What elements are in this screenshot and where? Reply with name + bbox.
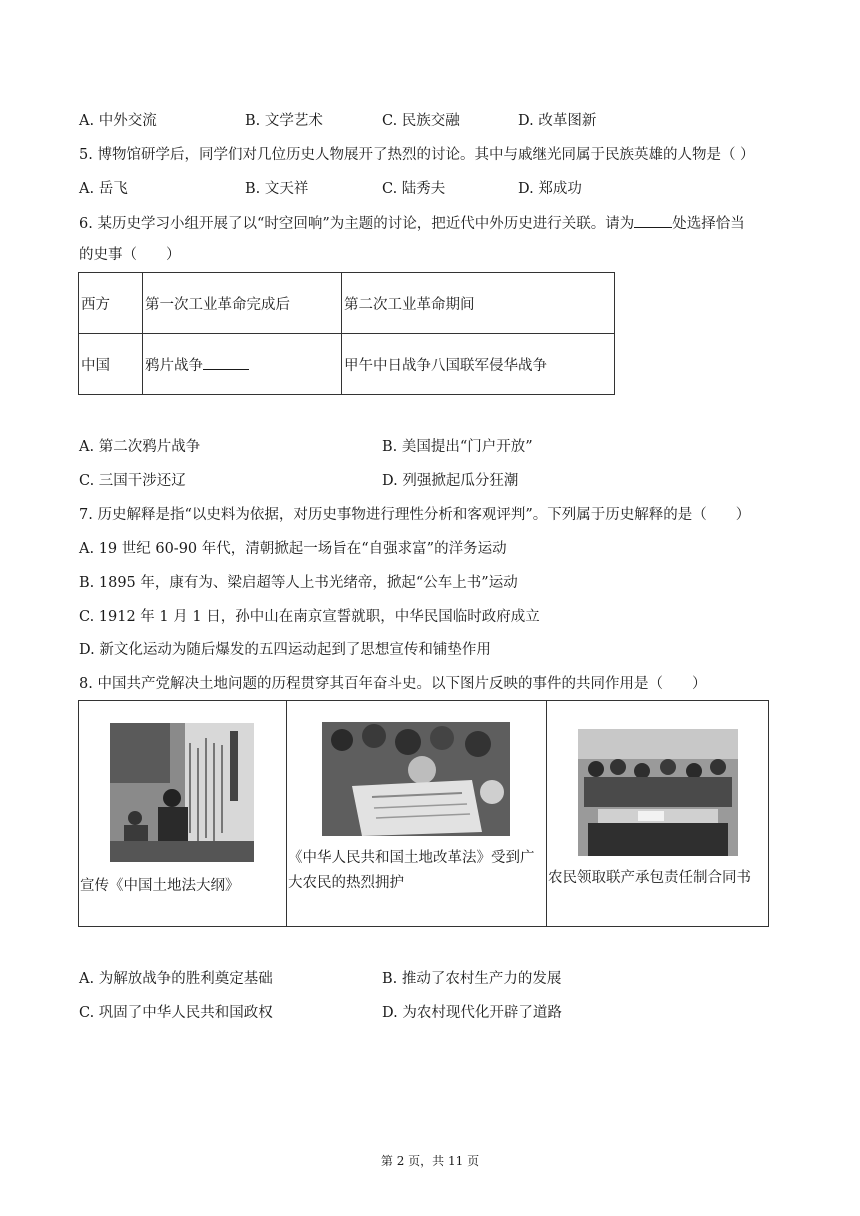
caption-land-outline: 宣传《中国土地法大纲》 — [80, 878, 240, 894]
table-cell: 第一次工业革命完成后 — [143, 273, 342, 334]
q7-option-b: B. 1895 年，康有为、梁启超等人上书光绪帝，掀起“公车上书”运动 — [79, 575, 518, 591]
q6-history-table — [78, 272, 615, 395]
table-cell: 第二次工业革命期间 — [342, 273, 615, 334]
q5-option-c: C. 陆秀夫 — [382, 181, 446, 197]
caption-contract: 农民领取联产承包责任制合同书 — [548, 870, 751, 886]
q6-fill-blank — [634, 213, 672, 228]
q6-option-b: B. 美国提出“门户开放” — [382, 439, 533, 455]
q6-table-blank — [203, 355, 249, 370]
q6-stem-part1: 6. 某历史学习小组开展了以“时空回响”为主题的讨论，把近代中外历史进行关联。请为 — [79, 216, 635, 232]
q8-option-c: C. 巩固了中华人民共和国政权 — [79, 1005, 273, 1021]
q7-option-c: C. 1912 年 1 月 1 日，孙中山在南京宣誓就职，中华民国临时政府成立 — [79, 609, 540, 625]
q8-option-d: D. 为农村现代化开辟了道路 — [382, 1005, 562, 1021]
table-cell-text: 鸦片战争 — [145, 357, 203, 374]
contract-photo — [578, 729, 738, 856]
caption-land-reform-law: 《中华人民共和国土地改革法》受到广大农民的热烈拥护 — [288, 850, 535, 891]
table-row — [79, 701, 769, 927]
land-reform-photo — [322, 722, 510, 836]
q6-stem-line1 — [79, 213, 745, 234]
q4-option-b: B. 文学艺术 — [245, 113, 323, 129]
image-cell-land-reform-law — [287, 701, 547, 927]
table-cell: 西方 — [79, 273, 143, 334]
table-cell: 甲午中日战争八国联军侵华战争 — [342, 334, 615, 395]
q5-option-d: D. 郑成功 — [518, 181, 582, 197]
q6-stem-part2: 处选择恰当 — [672, 216, 745, 232]
table-row — [79, 273, 615, 334]
q8-stem: 8. 中国共产党解决土地问题的历程贯穿其百年奋斗史。以下图片反映的事件的共同作用是（ ） — [79, 676, 707, 692]
table-cell: 中国 — [79, 334, 143, 395]
q7-option-d: D. 新文化运动为随后爆发的五四运动起到了思想宣传和铺垫作用 — [79, 642, 491, 658]
q5-stem: 5. 博物馆研学后，同学们对几位历史人物展开了热烈的讨论。其中与戚继光同属于民族英雄的人物是（ ） — [79, 147, 755, 163]
q6-option-a: A. 第二次鸦片战争 — [79, 439, 201, 455]
q8-option-a: A. 为解放战争的胜利奠定基础 — [79, 971, 273, 987]
q6-option-d: D. 列强掀起瓜分狂潮 — [382, 473, 519, 489]
q4-option-a: A. 中外交流 — [79, 113, 157, 129]
q4-option-c: C. 民族交融 — [382, 113, 460, 129]
image-cell-land-outline — [79, 701, 287, 927]
q7-option-a: A. 19 世纪 60-90 年代，清朝掀起一场旨在“自强求富”的洋务运动 — [79, 541, 507, 557]
q8-image-table — [78, 700, 769, 927]
page-footer: 第 2 页，共 11 页 — [380, 1154, 480, 1168]
q8-option-b: B. 推动了农村生产力的发展 — [382, 971, 562, 987]
q4-option-d: D. 改革图新 — [518, 113, 597, 129]
land-outline-photo — [110, 723, 254, 862]
q6-option-c: C. 三国干涉还辽 — [79, 473, 186, 489]
q7-stem: 7. 历史解释是指“以史料为依据，对历史事物进行理性分析和客观评判”。下列属于历史解释的是（ ） — [79, 507, 751, 523]
q5-option-a: A. 岳飞 — [79, 181, 128, 197]
table-cell — [143, 334, 342, 395]
image-cell-contract — [547, 701, 769, 927]
q5-option-b: B. 文天祥 — [245, 181, 309, 197]
table-row — [79, 334, 615, 395]
q6-stem-line2: 的史事（ ） — [79, 247, 181, 263]
